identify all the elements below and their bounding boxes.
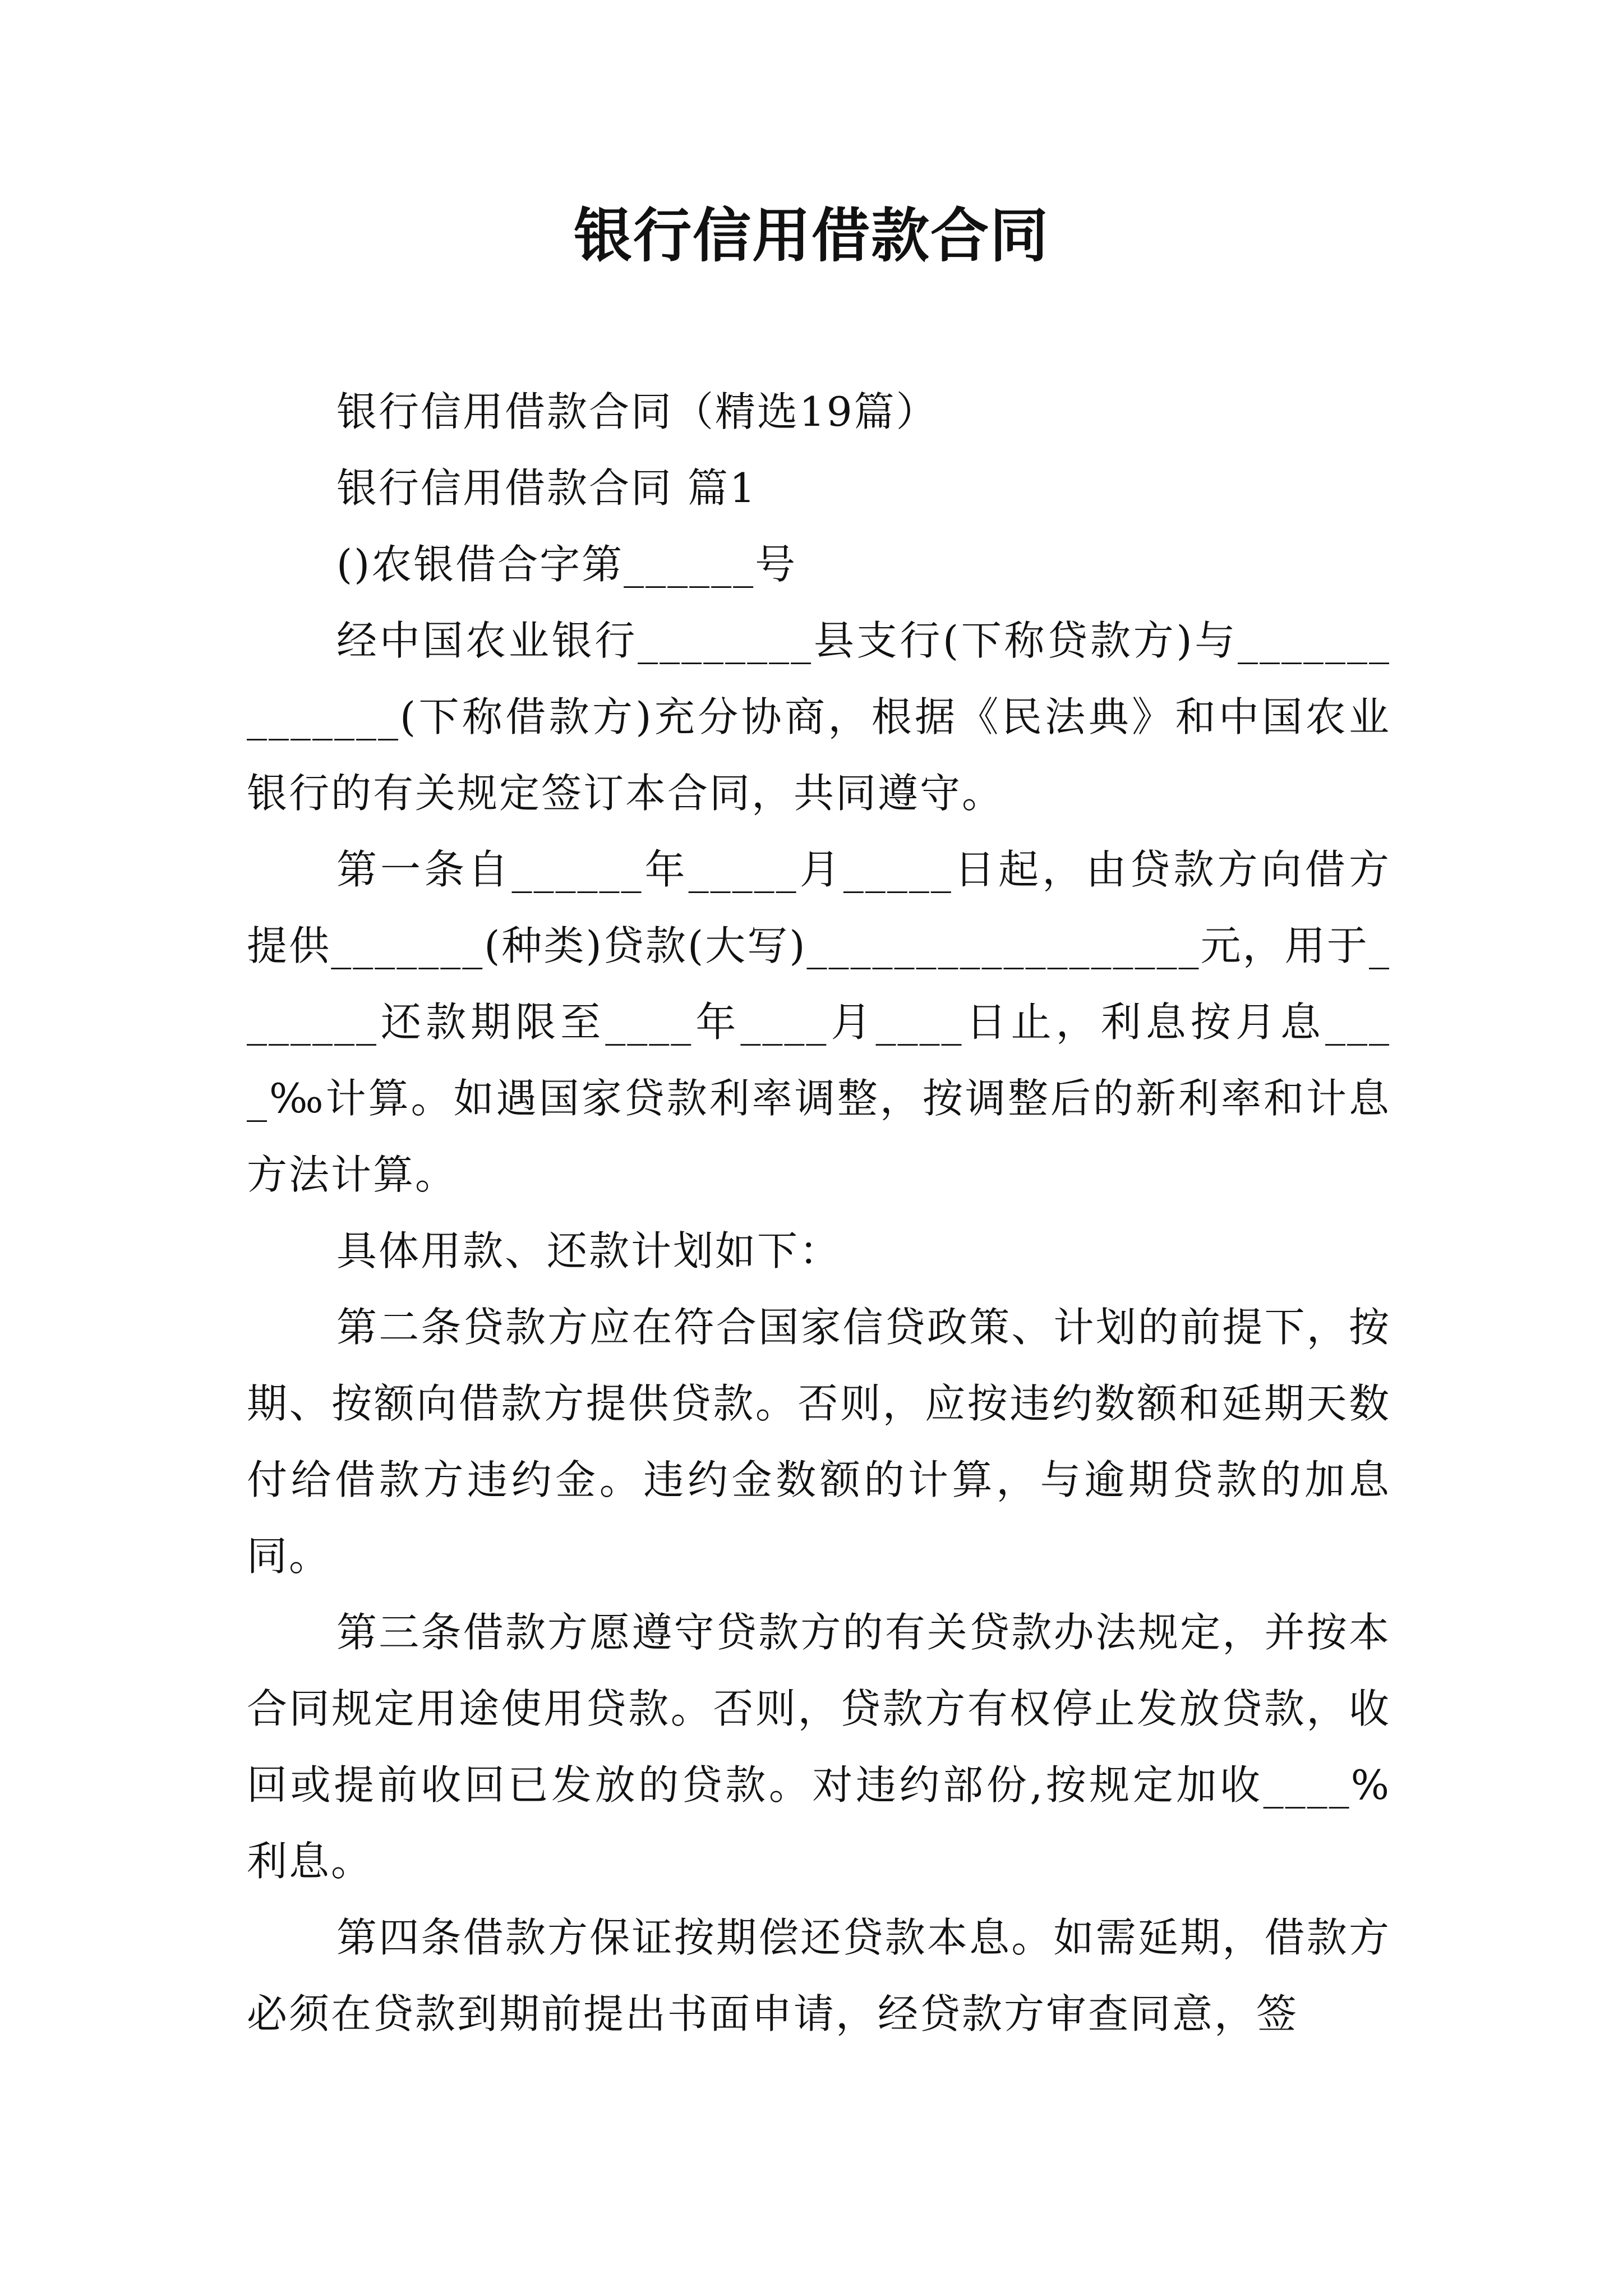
document-title: 银行信用借款合同: [573, 201, 1049, 270]
paragraph-contract-number: ()农银借合字第______号: [336, 541, 797, 588]
paragraph-plan: 具体用款、还款计划如下：: [336, 1227, 842, 1274]
paragraph-article-2: 第二条贷款方应在符合国家信贷政策、计划的前提下，按期、按额向借款方提供贷款。否则，应按违约数额和延期天数付给借款方违约金。违约金数额的计算，与逾期贷款的加息同。: [247, 1304, 1391, 1580]
paragraph-article-4: 第四条借款方保证按期偿还贷款本息。如需延期，借款方必须在贷款到期前提出书面申请，经贷款方审查同意，签: [247, 1914, 1391, 2037]
paragraph-article-1: 第一条自______年_____月_____日起，由贷款方向借方提供_______(种类)贷款(大写)__________________元，用于_______还款期限至____年____月____日止，利息按月息____‰计算。如遇国家贷款利率调整，按调整后的新利率和计息方法计算。: [247, 846, 1391, 1198]
paragraph-article-3: 第三条借款方愿遵守贷款方的有关贷款办法规定，并按本合同规定用途使用贷款。否则，贷款方有权停止发放贷款，收回或提前收回已发放的贷款。对违约部份,按规定加收____%利息。: [247, 1609, 1391, 1885]
paragraph-subtitle: 银行信用借款合同（精选19篇）: [336, 388, 938, 435]
paragraph-preamble: 经中国农业银行________县支行(下称贷款方)与______________(下称借款方)充分协商，根据《民法典》和中国农业银行的有关规定签订本合同，共同遵守。: [247, 617, 1391, 817]
paragraph-section-heading: 银行信用借款合同 篇1: [336, 464, 757, 512]
document-body: [247, 374, 1391, 2052]
